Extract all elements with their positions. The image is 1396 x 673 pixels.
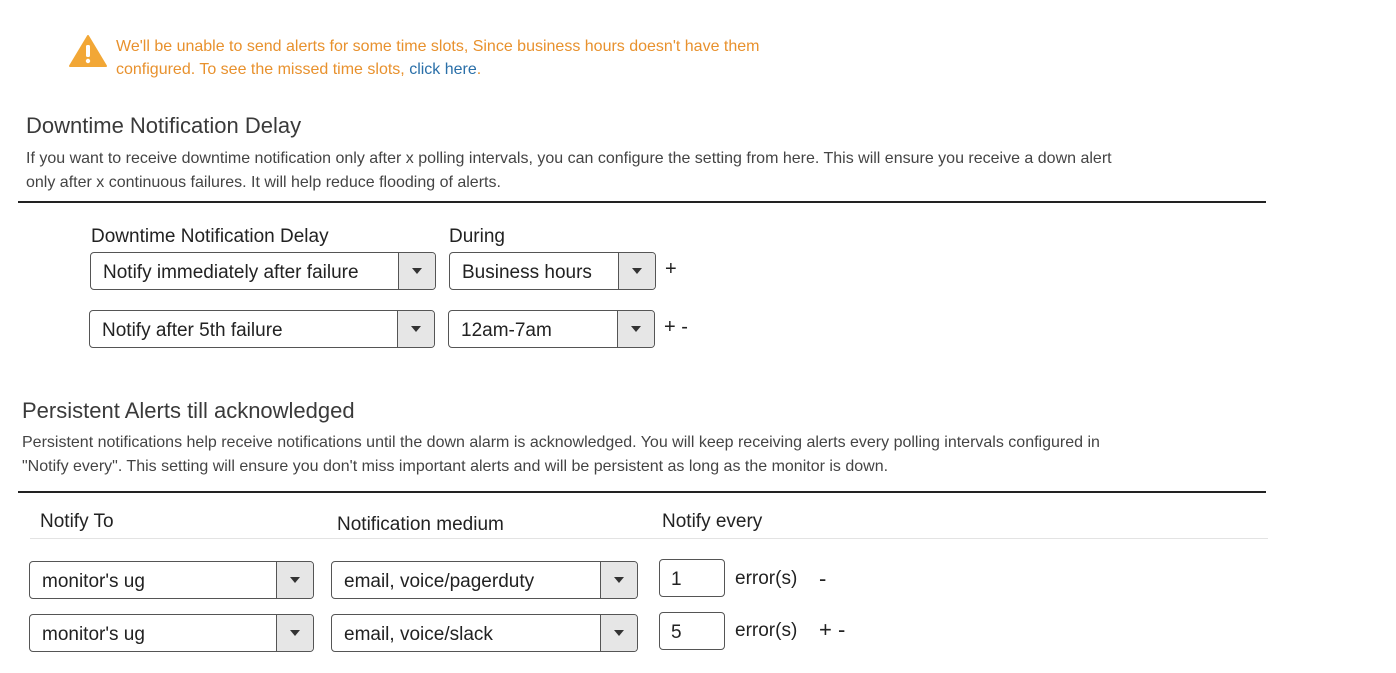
medium-value: email, voice/pagerduty xyxy=(344,571,535,592)
delay-section-description xyxy=(26,147,1266,195)
during-select-row-2[interactable] xyxy=(448,310,655,348)
caret-down-icon[interactable] xyxy=(276,615,313,651)
persistent-desc-line-2: "Notify every". This setting will ensure you don't miss important alerts and will be persistent as long as the monitor is down. xyxy=(22,458,889,475)
notify-to-select-row-1[interactable] xyxy=(29,561,314,599)
delay-column-label: Downtime Notification Delay xyxy=(91,226,329,247)
medium-value: email, voice/slack xyxy=(344,624,493,645)
errors-unit-label: error(s) xyxy=(735,620,798,641)
delay-select-row-2[interactable] xyxy=(89,310,435,348)
during-column-label: During xyxy=(449,226,505,247)
notify-to-select-row-2[interactable] xyxy=(29,614,314,652)
warning-triangle-icon xyxy=(68,34,108,68)
delay-select-row-1[interactable] xyxy=(90,252,436,290)
persistent-section-title: Persistent Alerts till acknowledged xyxy=(22,398,355,423)
notify-to-value: monitor's ug xyxy=(42,624,145,645)
delay-row-2-actions[interactable]: + - xyxy=(664,316,688,338)
delay-row-1-actions[interactable]: + xyxy=(665,258,677,280)
delay-section-divider xyxy=(18,201,1266,203)
persistent-section-description xyxy=(22,431,1262,479)
caret-down-icon[interactable] xyxy=(398,253,435,289)
during-select-row-1[interactable] xyxy=(449,252,656,290)
delay-section-title: Downtime Notification Delay xyxy=(26,113,302,138)
caret-down-icon[interactable] xyxy=(617,311,654,347)
persistent-desc-line-1: Persistent notifications help receive notifications until the down alarm is acknowledged. You will keep receiving alerts every polling intervals configured in xyxy=(22,434,1100,451)
caret-down-icon[interactable] xyxy=(618,253,655,289)
notify-every-column-label: Notify every xyxy=(662,511,763,532)
persistent-row-1-actions[interactable]: - xyxy=(819,566,827,591)
click-here-link[interactable]: click here xyxy=(409,61,477,78)
persistent-section-divider xyxy=(18,491,1266,493)
notify-to-column-label: Notify To xyxy=(40,511,114,532)
notify-to-value: monitor's ug xyxy=(42,571,145,592)
caret-down-icon[interactable] xyxy=(600,615,637,651)
delay-select-value: Notify immediately after failure xyxy=(103,262,359,283)
warning-message xyxy=(116,35,876,81)
warning-trail: . xyxy=(476,61,482,78)
warning-line-1: We'll be unable to send alerts for some time slots, Since business hours doesn't have them xyxy=(116,38,760,55)
persistent-row-2-actions[interactable]: + - xyxy=(819,617,846,642)
warning-line-2: configured. To see the missed time slots, xyxy=(116,61,410,78)
notify-every-input-row-1[interactable]: 1 xyxy=(659,559,725,597)
header-divider xyxy=(30,538,1268,539)
notify-every-input-row-2[interactable]: 5 xyxy=(659,612,725,650)
delay-desc-line-1: If you want to receive downtime notification only after x polling intervals, you can configure the setting from here. This will ensure you receive a down alert xyxy=(26,150,1112,167)
notification-medium-column-label: Notification medium xyxy=(337,514,504,535)
delay-select-value: Notify after 5th failure xyxy=(102,320,283,341)
caret-down-icon[interactable] xyxy=(600,562,637,598)
caret-down-icon[interactable] xyxy=(276,562,313,598)
during-select-value: 12am-7am xyxy=(461,320,552,341)
errors-unit-label: error(s) xyxy=(735,568,798,589)
medium-select-row-1[interactable] xyxy=(331,561,638,599)
caret-down-icon[interactable] xyxy=(397,311,434,347)
delay-desc-line-2: only after x continuous failures. It will help reduce flooding of alerts. xyxy=(26,174,501,191)
medium-select-row-2[interactable] xyxy=(331,614,638,652)
during-select-value: Business hours xyxy=(462,262,592,283)
